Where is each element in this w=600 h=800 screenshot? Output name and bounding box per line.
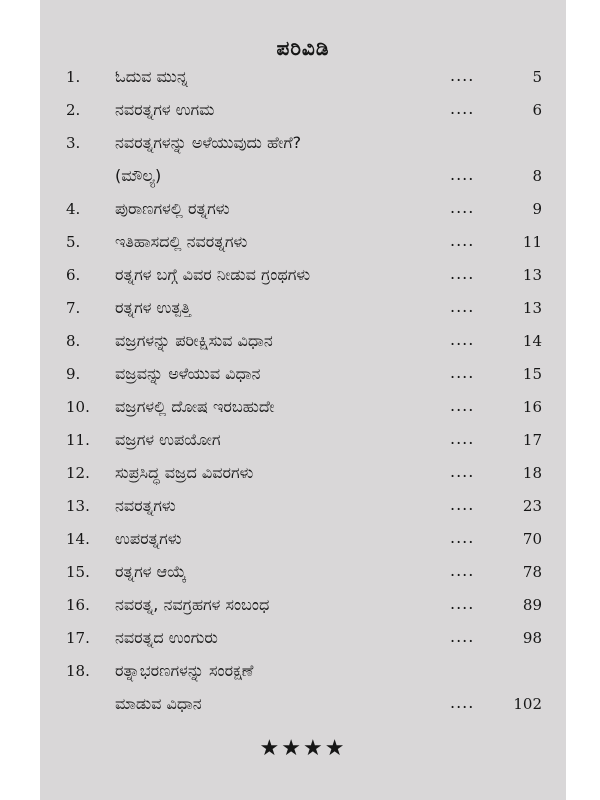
star-icon: ★ (303, 736, 325, 761)
toc-entry-leader-dots: .... (450, 66, 475, 85)
star-icon: ★ (281, 736, 303, 761)
toc-entry-number: 7. (66, 299, 81, 317)
toc-entry (40, 590, 566, 623)
toc-entry-number: 11. (66, 431, 90, 449)
toc-entry-title: ನವರತ್ನಗಳ ಉಗಮ (115, 100, 215, 119)
toc-entry-leader-dots: .... (450, 330, 475, 349)
toc-entry-leader-dots: .... (450, 231, 475, 250)
toc-entry-number: 1. (66, 68, 81, 86)
toc-entry-page-number: 16 (522, 398, 542, 416)
toc-entry-leader-dots: .... (450, 561, 475, 580)
page-title: ಪರಿವಿಡಿ (276, 36, 330, 60)
toc-entry-title: ವಜ್ರಗಳನ್ನು ಪರೀಕ್ಷಿಸುವ ವಿಧಾನ (115, 331, 273, 350)
toc-entry-title: ರತ್ನಗಳ ಬಗ್ಗೆ ವಿವರ ನೀಡುವ ಗ್ರಂಥಗಳು (115, 265, 311, 284)
toc-entry-leader-dots: .... (450, 297, 475, 316)
toc-entry-title: ರತ್ನಗಳ ಆಯ್ಕೆ (115, 562, 187, 581)
toc-entry-title: ವಜ್ರಗಳಲ್ಲಿ ದೋಷ ಇರಬಹುದೇ (115, 397, 275, 416)
toc-entry-page-number: 98 (522, 629, 542, 647)
toc-entry-page-number: 5 (532, 68, 542, 86)
toc-entry-page-number: 70 (522, 530, 542, 548)
toc-entry-number: 6. (66, 266, 81, 284)
toc-entry-title: ನವರತ್ನ, ನವಗ್ರಹಗಳ ಸಂಬಂಧ (115, 595, 270, 614)
toc-entry (40, 326, 566, 359)
toc-entry-number: 17. (66, 629, 90, 647)
toc-entry (40, 128, 566, 161)
toc-entry-leader-dots: .... (450, 693, 475, 712)
toc-entry-leader-dots: .... (450, 627, 475, 646)
toc-entry-leader-dots: .... (450, 594, 475, 613)
toc-entry-page-number: 6 (532, 101, 542, 119)
toc-entry (40, 62, 566, 95)
toc-entry-page-number: 89 (522, 596, 542, 614)
toc-entry-title: ರತ್ನಗಳ ಉತ್ಪತ್ತಿ (115, 298, 191, 317)
toc-entry-number: 8. (66, 332, 81, 350)
toc-entry-number: 13. (66, 497, 90, 515)
toc-entry-title: ನವರತ್ನಗಳು (115, 496, 176, 515)
star-icon: ★ (324, 736, 347, 761)
toc-entry (40, 293, 566, 326)
toc-entry-title: ನವರತ್ನಗಳನ್ನು ಅಳೆಯುವುದು ಹೇಗೆ? (115, 133, 302, 152)
toc-entry-title: ಪುರಾಣಗಳಲ್ಲಿ ರತ್ನಗಳು (115, 199, 230, 218)
toc-entry (40, 194, 566, 227)
toc-entry-page-number: 13 (522, 266, 542, 284)
toc-entry-number: 12. (66, 464, 90, 482)
toc-entry-leader-dots: .... (450, 165, 475, 184)
toc-entry-title: ಸುಪ್ರಸಿದ್ಧ ವಜ್ರದ ವಿವರಗಳು (115, 463, 254, 482)
toc-entry-page-number: 9 (532, 200, 542, 218)
toc-entry-title: (ಮೌಲ್ಯ) (115, 166, 162, 185)
toc-entry-page-number: 102 (513, 695, 542, 713)
toc-entry-page-number: 15 (522, 365, 542, 383)
toc-entry (40, 656, 566, 689)
toc-entry (40, 359, 566, 392)
toc-entry-title: ಓದುವ ಮುನ್ನ (115, 67, 188, 86)
toc-entry-leader-dots: .... (450, 99, 475, 118)
toc-entry-title: ಉಪರತ್ನಗಳು (115, 529, 182, 548)
toc-entry (40, 458, 566, 491)
toc-entry-leader-dots: .... (450, 396, 475, 415)
toc-entry-page-number: 13 (522, 299, 542, 317)
toc-entry (40, 392, 566, 425)
toc-entry-title: ಮಾಡುವ ವಿಧಾನ (115, 694, 202, 713)
toc-entry (40, 623, 566, 656)
toc-entry-number: 15. (66, 563, 90, 581)
toc-entry-number: 2. (66, 101, 81, 119)
toc-entry-continuation (40, 161, 566, 194)
toc-entry-page-number: 11 (522, 233, 542, 251)
toc-entry-leader-dots: .... (450, 429, 475, 448)
toc-entry-number: 3. (66, 134, 81, 152)
toc-entry-leader-dots: .... (450, 264, 475, 283)
book-page (40, 0, 566, 800)
toc-entry-title: ವಜ್ರಗಳ ಉಪಯೋಗ (115, 430, 221, 449)
toc-entry-page-number: 17 (522, 431, 542, 449)
toc-entry-page-number: 14 (522, 332, 542, 350)
toc-entry (40, 260, 566, 293)
toc-entry (40, 425, 566, 458)
toc-entry-page-number: 78 (522, 563, 542, 581)
toc-entry-number: 14. (66, 530, 90, 548)
toc-entry-title: ವಜ್ರವನ್ನು ಅಳೆಯುವ ವಿಧಾನ (115, 364, 261, 383)
toc-entry-number: 9. (66, 365, 81, 383)
toc-entry-continuation (40, 689, 566, 722)
toc-entry-page-number: 23 (522, 497, 542, 515)
toc-entry (40, 524, 566, 557)
table-of-contents (40, 62, 566, 722)
toc-entry-number: 4. (66, 200, 81, 218)
toc-entry-title: ರತ್ನಾಭರಣಗಳನ್ನು ಸಂರಕ್ಷಣೆ (115, 661, 254, 680)
toc-entry (40, 95, 566, 128)
toc-entry-title: ಇತಿಹಾಸದಲ್ಲಿ ನವರತ್ನಗಳು (115, 232, 248, 251)
toc-entry (40, 227, 566, 260)
toc-entry-title: ನವರತ್ನದ ಉಂಗುರು (115, 628, 218, 647)
toc-entry (40, 491, 566, 524)
toc-entry-number: 18. (66, 662, 90, 680)
toc-entry-leader-dots: .... (450, 528, 475, 547)
star-ornament (40, 736, 566, 761)
toc-entry-number: 5. (66, 233, 81, 251)
toc-entry-leader-dots: .... (450, 462, 475, 481)
toc-entry-page-number: 18 (522, 464, 542, 482)
toc-entry-number: 10. (66, 398, 90, 416)
toc-entry-leader-dots: .... (450, 363, 475, 382)
toc-entry (40, 557, 566, 590)
toc-entry-page-number: 8 (532, 167, 542, 185)
star-icon: ★ (259, 736, 282, 761)
toc-entry-number: 16. (66, 596, 90, 614)
toc-entry-leader-dots: .... (450, 495, 475, 514)
toc-entry-leader-dots: .... (450, 198, 475, 217)
